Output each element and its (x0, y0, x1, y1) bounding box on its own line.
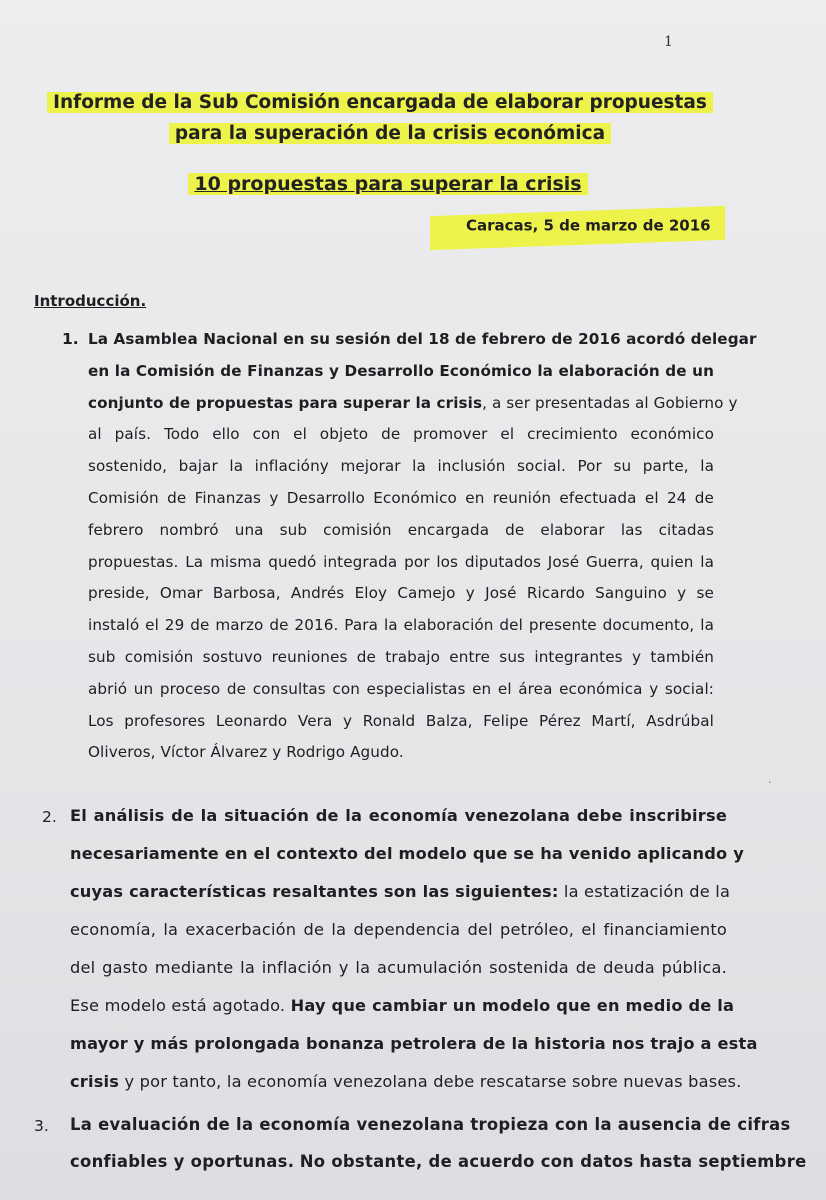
bold-text: Hay que cambiar un modelo que en medio de la (290, 996, 735, 1015)
bold-text: confiables y oportunas. (70, 1151, 295, 1171)
margin-mark: · (768, 776, 772, 789)
title-highlight-2: para la superación de la crisis económica (169, 123, 611, 144)
title-highlight-1: Informe de la Sub Comisión encargada de elaborar propuestas (47, 92, 713, 113)
paragraph-line (70, 1034, 758, 1053)
body-text: Ese modelo está agotado. (70, 996, 291, 1015)
paragraph-line (70, 1115, 791, 1134)
paragraph-line (70, 806, 727, 825)
paragraph-line (88, 616, 714, 634)
body-text: y por tanto, la economía venezolana debe rescatarse sobre nuevas bases. (119, 1072, 742, 1091)
paragraph-line (88, 712, 714, 730)
body-text: al país. Todo ello con el objeto de promover el crecimiento económico (88, 425, 714, 444)
paragraph-line (70, 882, 731, 901)
bold-text: crisis (70, 1072, 120, 1091)
bold-text: cuyas características resaltantes son las siguientes: (70, 882, 559, 901)
bold-text: necesariamente en el contexto del modelo que se ha venido aplicando y (70, 844, 744, 863)
document-date (430, 206, 725, 250)
body-text: febrero nombró una sub comisión encargada de elaborar las citadas (88, 520, 714, 539)
body-text: preside, Omar Barbosa, Andrés Eloy Camejo y José Ricardo Sanguino y se (88, 584, 714, 603)
bold-text: El análisis de la situación de la economía venezolana debe inscribirse (70, 806, 727, 825)
subtitle-highlight: 10 propuestas para superar la crisis (188, 173, 587, 195)
body-text: la estatización de la (558, 882, 731, 901)
body-text: Comisión de Finanzas y Desarrollo Económico en reunión efectuada el 24 de (88, 489, 714, 507)
body-text: instaló el 29 de marzo de 2016. Para la elaboración del presente documento, la (88, 616, 714, 635)
item-number: 1. (62, 330, 79, 348)
bold-text: La evaluación de la economía venezolana tropieza con la ausencia de cifras (70, 1115, 791, 1134)
section-heading: Introducción. (34, 292, 147, 310)
paragraph-line (88, 489, 714, 507)
body-text: del gasto mediante la inflación y la acumulación sostenida de deuda pública. (70, 958, 727, 977)
paragraph-line (70, 844, 744, 863)
bold-text: mayor y más prolongada bonanza petrolera de la historia nos trajo a esta (70, 1034, 758, 1053)
paragraph-line (70, 996, 735, 1015)
paragraph-line (88, 648, 714, 666)
body-text: propuestas. La misma quedó integrada por los diputados José Guerra, quien la (88, 552, 714, 571)
paragraph-line (88, 553, 714, 571)
paragraph-line (88, 362, 714, 380)
body-text: sostenido, bajar la inflacióny mejorar la inclusión social. Por su parte, la (88, 457, 714, 476)
report-title-line-2 (10, 119, 770, 149)
body-text: Oliveros, Víctor Álvarez y Rodrigo Agudo. (88, 743, 404, 762)
body-text: abrió un proceso de consultas con especialistas en el área económica y social: (88, 679, 714, 698)
paragraph-line (70, 1151, 807, 1171)
paragraph-line (88, 393, 738, 412)
bold-text: conjunto de propuestas para superar la crisis (88, 393, 483, 412)
paragraph-line (70, 958, 727, 977)
bold-text: en la Comisión de Finanzas y Desarrollo Económico la elaboración de un (88, 361, 714, 380)
page-number: 1 (664, 34, 673, 50)
body-text: Los profesores Leonardo Vera y Ronald Balza, Felipe Pérez Martí, Asdrúbal (88, 711, 714, 730)
item-number: 2. (42, 808, 57, 826)
date-text: Caracas, 5 de marzo de 2016 (466, 216, 711, 235)
paragraph-line (88, 425, 714, 443)
report-title-line-1 (0, 88, 760, 118)
body-text: economía, la exacerbación de la dependencia del petróleo, el financiamiento (70, 920, 727, 939)
body-text: , a ser presentadas al Gobierno y (482, 393, 738, 412)
body-text: sub comisión sostuvo reuniones de trabajo entre sus integrantes y también (88, 648, 714, 666)
paragraph-line (88, 457, 714, 475)
item-number: 3. (34, 1117, 49, 1135)
paragraph-line (70, 1072, 742, 1091)
paragraph-line (88, 521, 714, 539)
paragraph-line (70, 920, 727, 939)
paragraph-line (88, 743, 404, 761)
paragraph-line (88, 330, 757, 348)
report-subtitle (8, 169, 768, 199)
paragraph-line (88, 680, 714, 698)
bold-text: No obstante, de acuerdo con datos hasta septiembre (299, 1151, 807, 1171)
paragraph-line (88, 584, 714, 602)
bold-text: La Asamblea Nacional en su sesión del 18 de febrero de 2016 acordó delegar (88, 330, 757, 348)
